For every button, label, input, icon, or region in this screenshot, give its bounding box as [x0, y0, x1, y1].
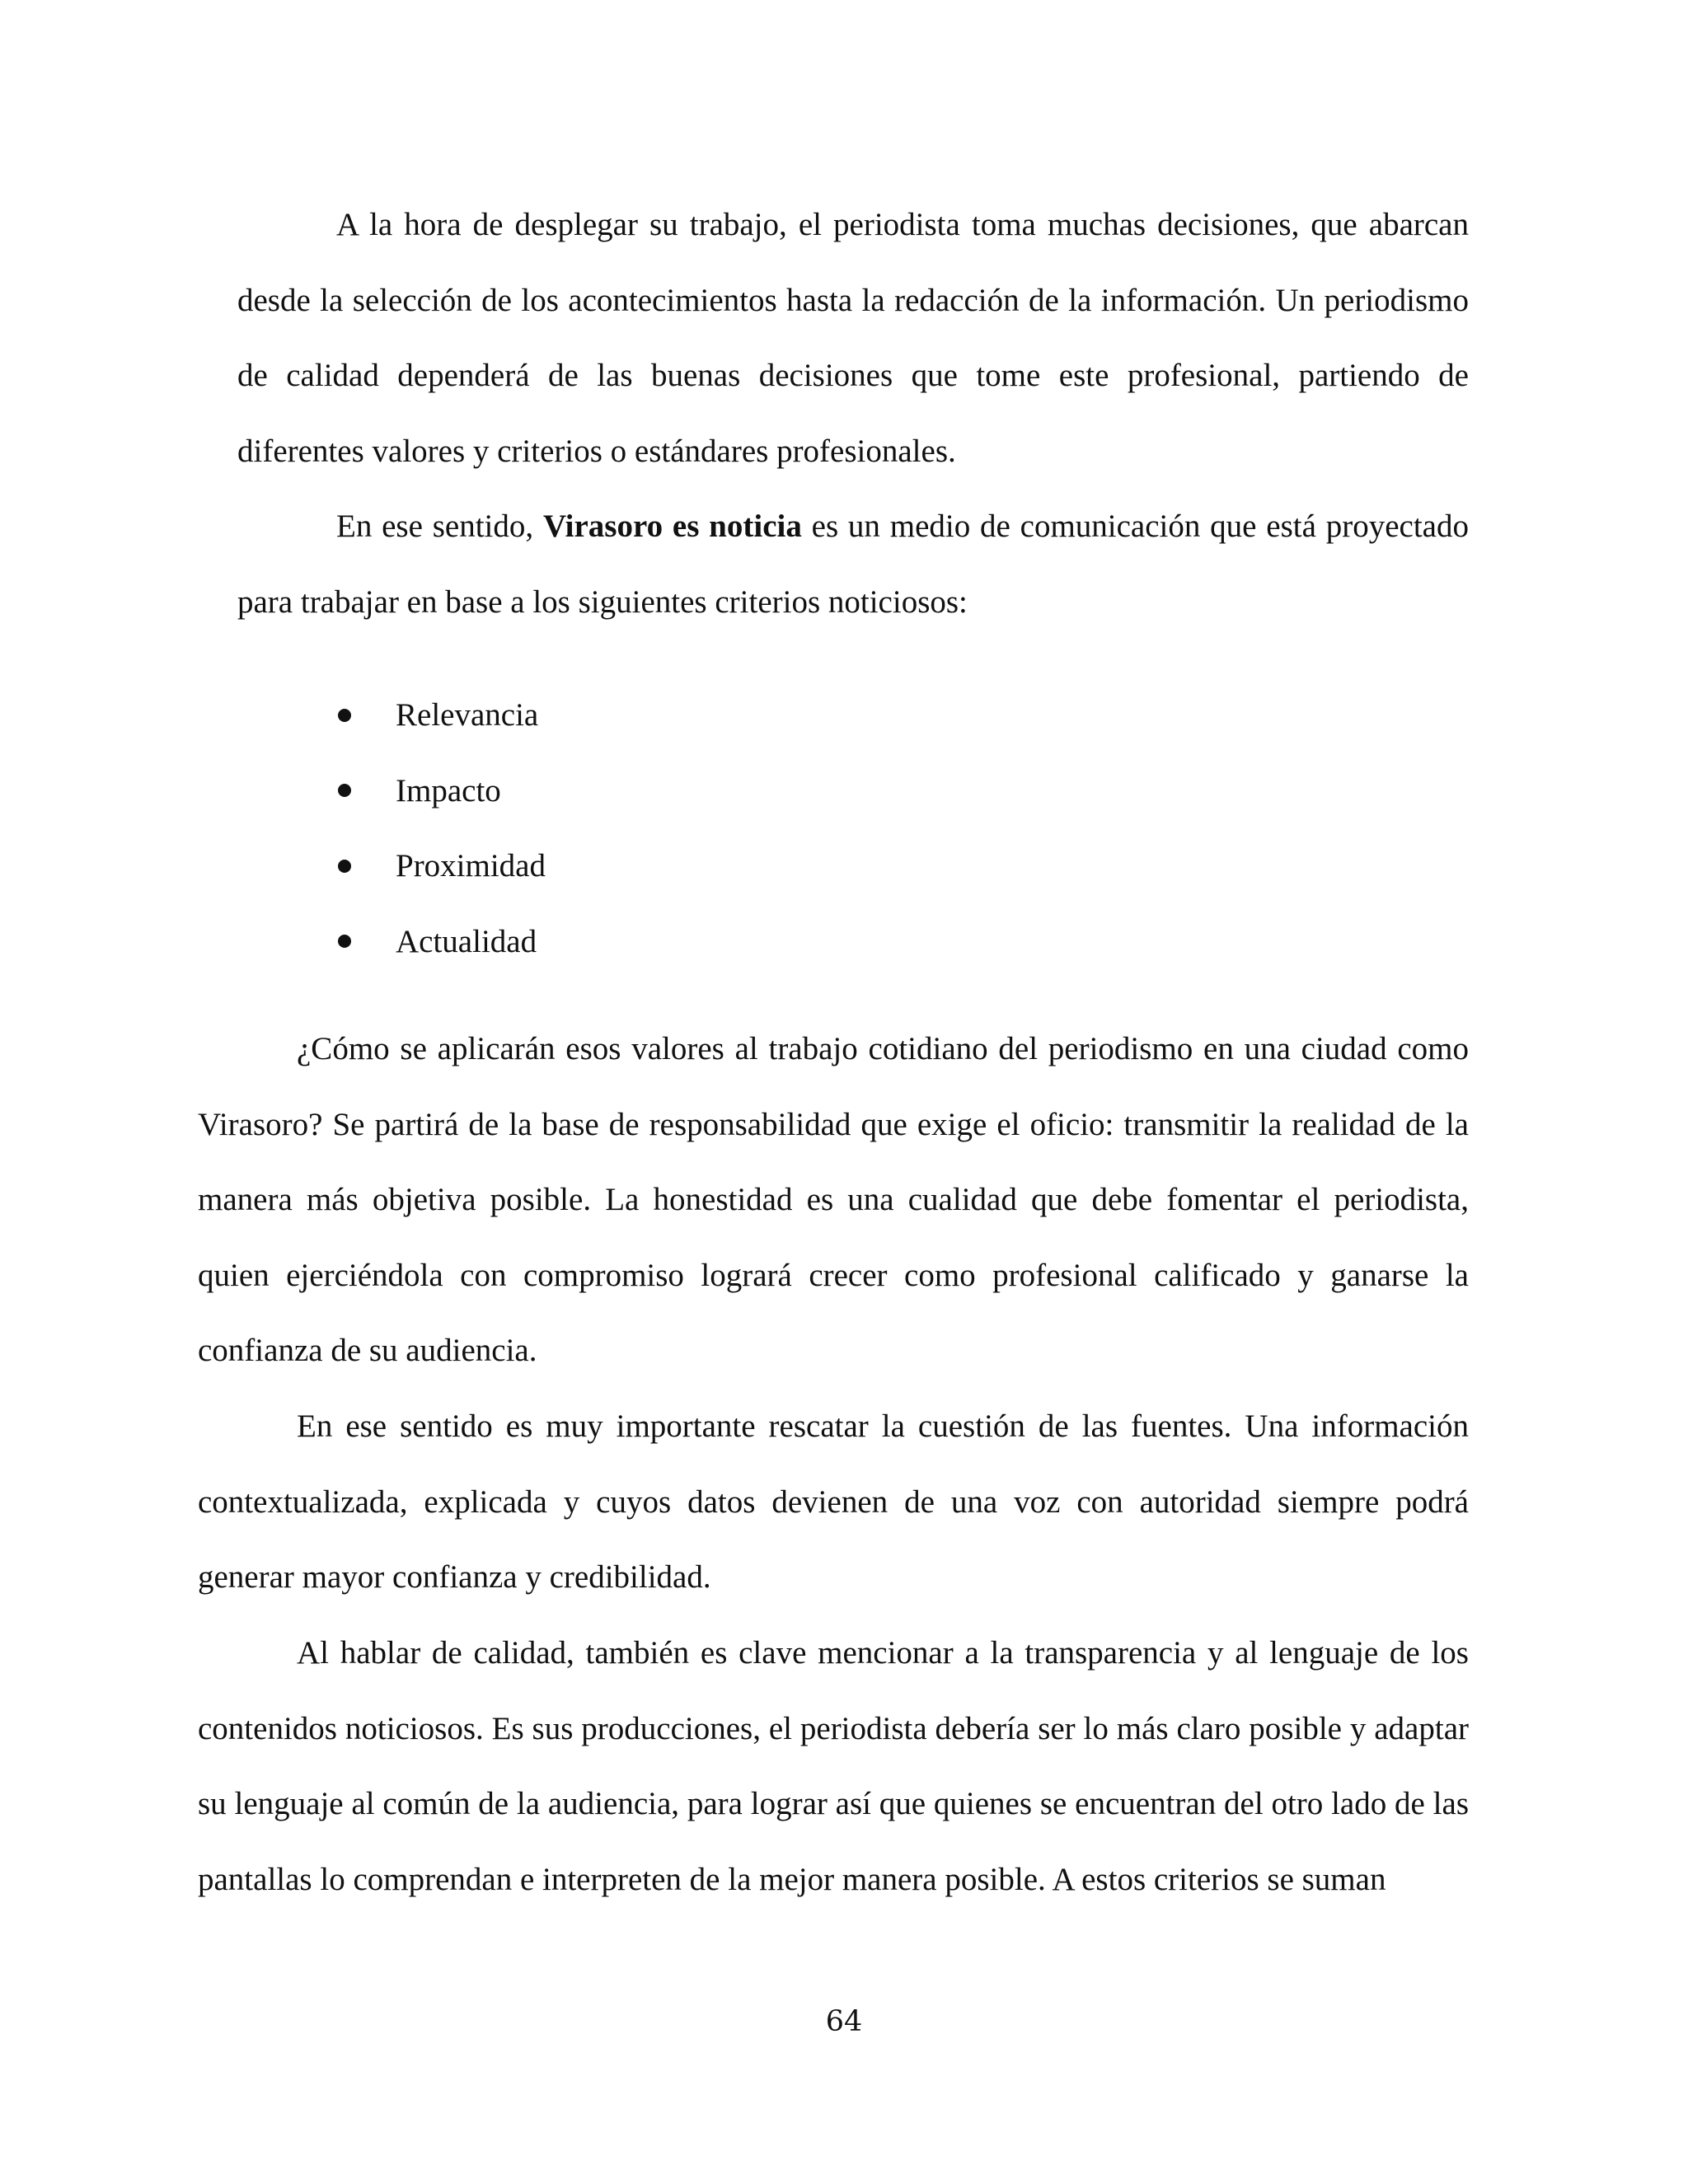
paragraph-criteria-intro-lead: En ese sentido,: [336, 509, 543, 544]
paragraph-criteria-intro-rest: es un medio de comunicación que está proyectado para trabajar en base a los siguientes criterios noticiosos:: [237, 509, 1469, 620]
list-item: [330, 904, 546, 980]
list-item-label: Actualidad: [396, 923, 537, 959]
bullet-icon: [338, 935, 351, 948]
page-number: 64: [825, 2005, 863, 2038]
list-item-label: Relevancia: [396, 697, 539, 733]
paragraph-decisions: A la hora de desplegar su trabajo, el periodista toma muchas decisiones, que abarcan desde la selección de los acontecimientos hasta la redacción de la información. Un periodismo de calidad dependerá de las buenas decisiones que tome este profesional, partiendo de diferentes valores y criterios o estándares profesionales.: [237, 207, 1469, 469]
paragraph-sources: En ese sentido es muy importante rescatar la cuestión de las fuentes. Una información contextualizada, explicada y cuyos datos devienen de una voz con autoridad siempre podrá generar mayor confianza y credibilidad.: [198, 1408, 1469, 1595]
paragraph-criteria-intro: [237, 489, 1469, 640]
bullet-icon: [338, 784, 351, 797]
criteria-list: [330, 677, 546, 979]
paragraph-responsibility: ¿Cómo se aplicarán esos valores al trabajo cotidiano del periodismo en una ciudad como Virasoro? Se partirá de la base de responsabilidad que exige el oficio: transmitir la realidad de la manera más objetiva posible. La honestidad es una cualidad que debe fomentar el periodista, quien ejerciéndola con compromiso logrará crecer como profesional calificado y ganarse la confianza de su audiencia.: [198, 1031, 1469, 1368]
list-item: [330, 828, 546, 904]
bullet-icon: [338, 860, 351, 873]
list-item: [330, 677, 546, 753]
media-name-bold: Virasoro es noticia: [542, 509, 802, 544]
paragraph-transparency: Al hablar de calidad, también es clave mencionar a la transparencia y al lenguaje de los contenidos noticiosos. Es sus producciones, el periodista debería ser lo más claro posible y adaptar su lenguaje al común de la audiencia, para lograr así que quienes se encuentran del otro lado de las pantallas lo comprendan e interpreten de la mejor manera posible. A estos criterios se suman: [198, 1635, 1469, 1897]
bullet-icon: [338, 709, 351, 722]
list-item-label: Proximidad: [396, 848, 546, 883]
list-item-label: Impacto: [396, 772, 501, 808]
list-item: [330, 753, 546, 829]
